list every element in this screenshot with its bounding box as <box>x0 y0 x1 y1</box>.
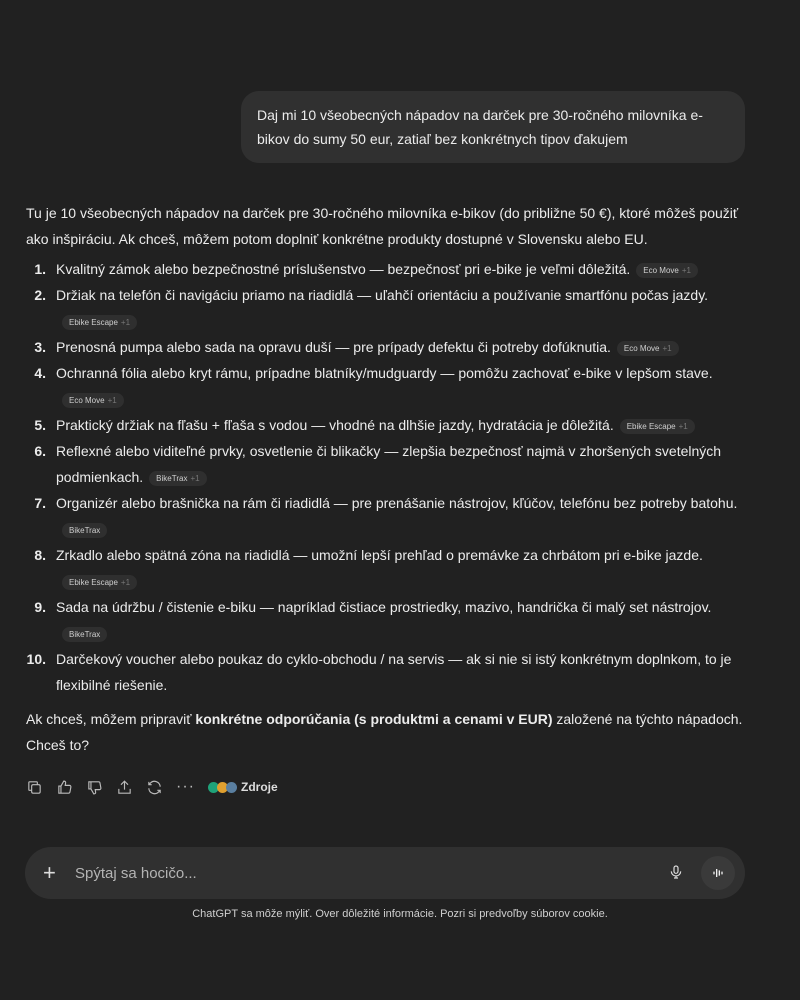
source-chip[interactable]: Ebike Escape +1 <box>62 315 137 330</box>
item-number: 6. <box>34 443 46 459</box>
list-item <box>26 438 756 490</box>
response-outro: Ak chceš, môžem pripraviť konkrétne odporúčania (s produktmi a cenami v EUR) založené na týchto nápadoch. Chceš to? <box>26 711 743 753</box>
regenerate-icon[interactable] <box>146 779 163 796</box>
plus-icon[interactable]: + <box>43 860 56 885</box>
source-chip[interactable]: BikeTrax <box>62 523 107 538</box>
item-number: 5. <box>34 417 46 433</box>
item-text: Prenosná pumpa alebo sada na opravu duší — pre prípady defektu či potreby dofúknutia. <box>56 339 611 355</box>
item-number: 2. <box>34 287 46 303</box>
source-chip[interactable]: Eco Move +1 <box>636 263 698 278</box>
waveform-icon <box>710 865 726 881</box>
more-icon[interactable]: ··· <box>176 778 195 795</box>
item-text: Kvalitný zámok alebo bezpečnostné príslušenstvo — bezpečnosť pri e-bike je veľmi dôležitá. <box>56 261 631 277</box>
source-favicon-icon <box>226 782 237 793</box>
item-number: 10. <box>26 651 46 667</box>
item-number: 4. <box>34 365 46 381</box>
voice-mode-button[interactable] <box>701 856 735 890</box>
list-item <box>26 282 756 334</box>
source-chip[interactable]: Ebike Escape +1 <box>620 419 695 434</box>
item-number: 8. <box>34 547 46 563</box>
source-chip[interactable]: BikeTrax +1 <box>149 471 206 486</box>
item-text: Organizér alebo brašnička na rám či riadidlá — pre prenášanie nástrojov, kľúčov, telefónu bez potreby batohu. <box>56 495 738 511</box>
response-intro: Tu je 10 všeobecných nápadov na darček pre 30-ročného milovníka e-bikov (do približne 50 €), ktoré môžeš použiť ako inšpiráciu. Ak chceš, môžem potom doplniť konkrétne produkty dostupné v Slovensku alebo EU. <box>26 205 739 247</box>
item-text: Darčekový voucher alebo poukaz do cyklo-obchodu / na servis — ak si nie si istý konkrétnym doplnkom, to je flexibilné riešenie. <box>56 651 732 693</box>
source-chip[interactable]: BikeTrax <box>62 627 107 642</box>
microphone-icon[interactable] <box>661 863 691 884</box>
source-chip[interactable]: Ebike Escape +1 <box>62 575 137 590</box>
item-number: 3. <box>34 339 46 355</box>
list-item <box>26 490 756 542</box>
source-chip[interactable]: Eco Move +1 <box>62 393 124 408</box>
list-item <box>26 412 756 438</box>
share-icon[interactable] <box>116 779 133 796</box>
list-item <box>26 256 756 282</box>
list-item <box>26 594 756 646</box>
item-text: Sada na údržbu / čistenie e-biku — napríklad čistiace prostriedky, mazivo, handrička či malý set nástrojov. <box>56 599 712 615</box>
assistant-response <box>26 200 756 796</box>
copy-icon[interactable] <box>26 779 43 796</box>
item-text: Držiak na telefón či navigáciu priamo na riadidlá — uľahčí orientáciu a používanie smartfónu počas jazdy. <box>56 287 709 303</box>
item-text: Reflexné alebo viditeľné prvky, osvetlenie či blikačky — zlepšia bezpečnosť najmä v zhoršených svetelných podmienkach. <box>56 443 722 485</box>
prompt-input[interactable] <box>67 865 661 882</box>
item-text: Ochranná fólia alebo kryt rámu, prípadne blatníky/mudguardy — pomôžu zachovať e-bike v lepšom stave. <box>56 365 713 381</box>
item-number: 9. <box>34 599 46 615</box>
source-favicons <box>208 782 235 793</box>
list-item <box>26 360 756 412</box>
item-text: Zrkadlo alebo spätná zóna na riadidlá — umožní lepší prehľad o premávke za chrbátom pri e-bike jazde. <box>56 547 703 563</box>
item-number: 7. <box>34 495 46 511</box>
item-number: 1. <box>34 261 46 277</box>
thumbs-down-icon[interactable] <box>86 779 103 796</box>
list-item <box>26 542 756 594</box>
sources-button[interactable]: Zdroje <box>208 780 278 794</box>
source-chip[interactable]: Eco Move +1 <box>617 341 679 356</box>
composer <box>25 847 745 899</box>
message-actions <box>26 778 756 796</box>
list-item <box>26 334 756 360</box>
thumbs-up-icon[interactable] <box>56 779 73 796</box>
ideas-list <box>26 256 756 698</box>
list-item <box>26 646 756 698</box>
item-text: Praktický držiak na fľašu + fľaša s vodou — vhodné na dlhšie jazdy, hydratácia je dôležitá. <box>56 417 614 433</box>
user-message: Daj mi 10 všeobecných nápadov na darček pre 30-ročného milovníka e-bikov do sumy 50 eur, zatiaľ bez konkrétnych tipov ďakujem <box>241 91 745 163</box>
disclaimer: ChatGPT sa môže mýliť. Over dôležité informácie. Pozri si predvoľby súborov cookie. <box>192 908 608 920</box>
